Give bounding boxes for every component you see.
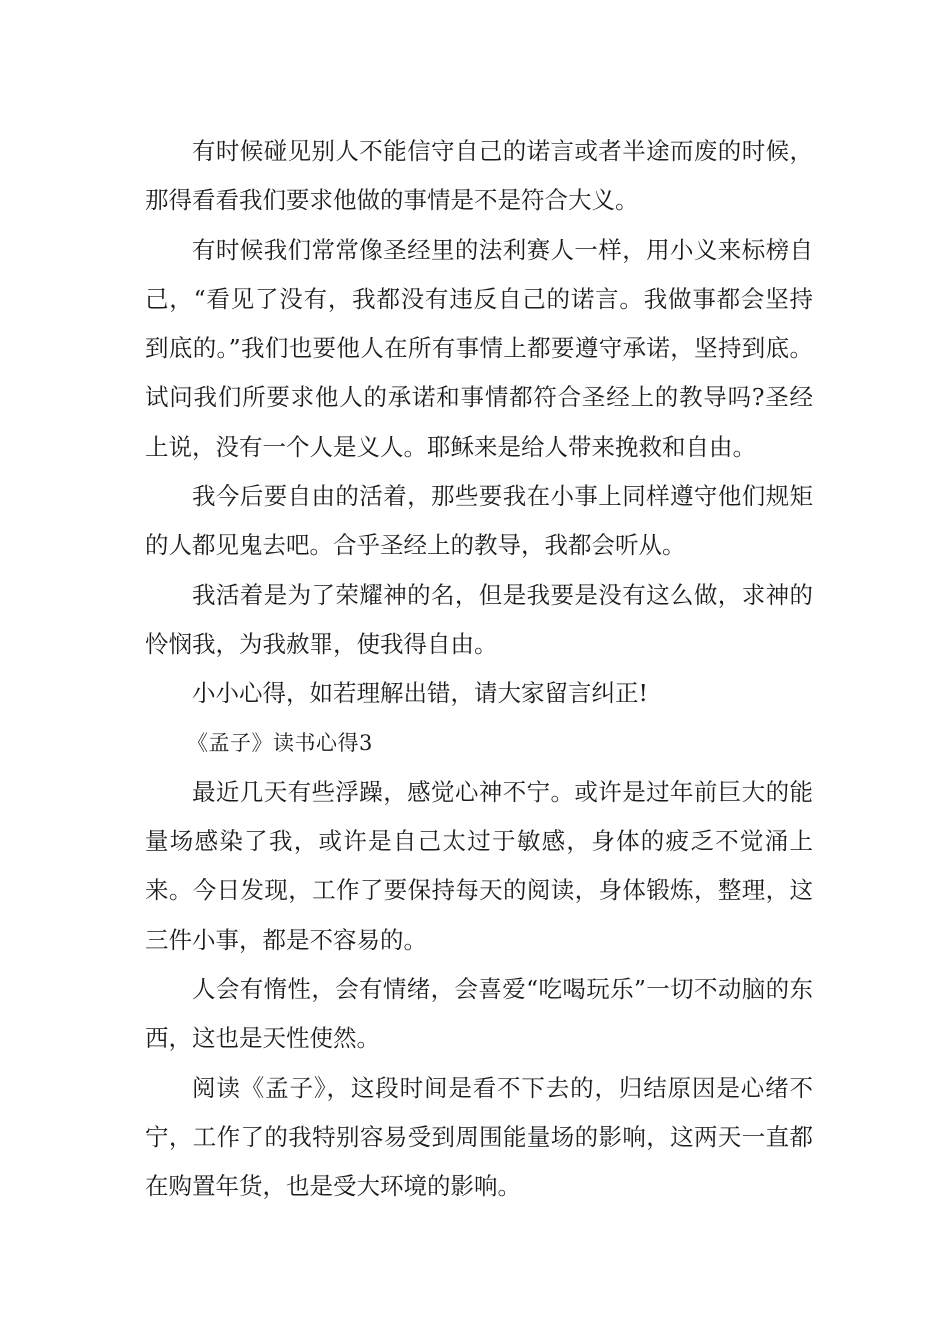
paragraph: 有时候我们常常像圣经里的法利赛人一样，用小义来标榜自己，“看见了没有，我都没有违反自己的诺言。我做事都会坚持到底的。”我们也要他人在所有事情上都要遵守承诺，坚持到底。试问我们所要求他人的承诺和事情都符合圣经上的教导吗?圣经上说，没有一个人是义人。耶稣来是给人带来挽救和自由。 (145, 235, 813, 461)
paragraph: 阅读《孟子》，这段时间是看不下去的，归结原因是心绪不宁，工作了的我特别容易受到周围能量场的影响，这两天一直都在购置年货，也是受大环境的影响。 (145, 1073, 813, 1201)
document-body (145, 127, 813, 1212)
paragraph: 我今后要自由的活着，那些要我在小事上同样遵守他们规矩的人都见鬼去吧。合乎圣经上的教导，我都会听从。 (145, 482, 813, 560)
paragraph: 有时候碰见别人不能信守自己的诺言或者半途而废的时候，那得看看我们要求他做的事情是不是符合大义。 (145, 137, 813, 215)
paragraph: 小小心得，如若理解出错，请大家留言纠正! (192, 679, 648, 708)
paragraph: 我活着是为了荣耀神的名，但是我要是没有这么做，求神的怜悯我，为我赦罪，使我得自由。 (145, 580, 813, 658)
paragraph: 最近几天有些浮躁，感觉心神不宁。或许是过年前巨大的能量场感染了我，或许是自己太过于敏感，身体的疲乏不觉涌上来。今日发现，工作了要保持每天的阅读，身体锻炼，整理，这三件小事，都是不容易的。 (145, 777, 813, 954)
paragraph: 人会有惰性，会有情绪，会喜爱“吃喝玩乐”一切不动脑的东西，这也是天性使然。 (145, 975, 813, 1053)
section-heading: 《孟子》读书心得3 (187, 730, 373, 755)
